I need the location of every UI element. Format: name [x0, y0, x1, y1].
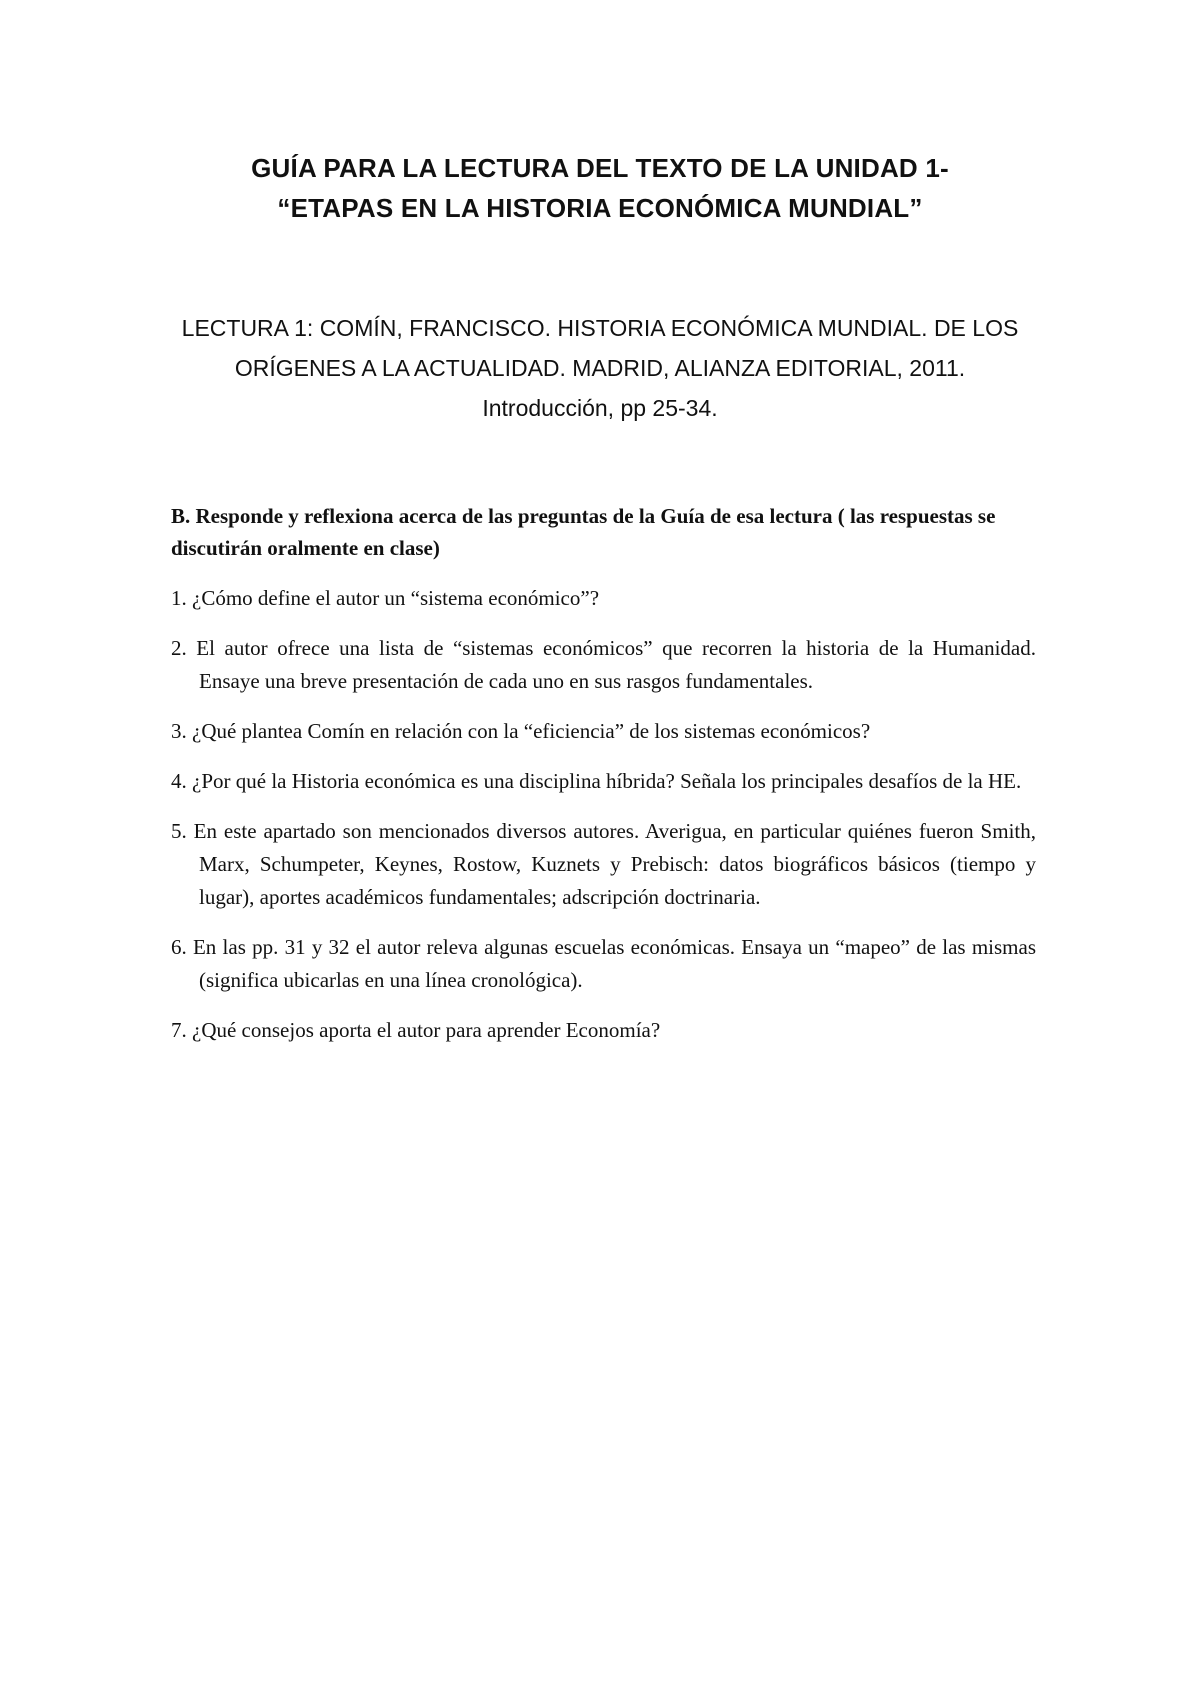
question-number: 3. — [171, 719, 187, 743]
question-item — [171, 765, 1036, 798]
question-text: ¿Por qué la Historia económica es una disciplina híbrida? Señala los principales desafíos de la HE. — [192, 769, 1022, 793]
question-text: El autor ofrece una lista de “sistemas económicos” que recorren la historia de la Humanidad. Ensaye una breve presentación de cada uno en sus rasgos fundamentales. — [196, 636, 1036, 693]
question-text: En las pp. 31 y 32 el autor releva algunas escuelas económicas. Ensaya un “mapeo” de las mismas (significa ubicarlas en una línea cronológica). — [192, 935, 1037, 992]
reading-reference — [150, 308, 1050, 428]
question-text: ¿Qué consejos aporta el autor para aprender Economía? — [192, 1018, 661, 1042]
question-number: 4. — [171, 769, 187, 793]
section-heading: B. Responde y reflexiona acerca de las preguntas de la Guía de esa lectura ( las respuestas se discutirán oralmente en clase) — [171, 504, 996, 560]
question-item — [171, 931, 1036, 997]
question-number: 7. — [171, 1018, 187, 1042]
questions-list — [171, 582, 1036, 1064]
question-number: 1. — [171, 586, 187, 610]
question-number: 5. — [171, 819, 187, 843]
reading-line-3: Introducción, pp 25-34. — [482, 395, 718, 421]
question-text: ¿Cómo define el autor un “sistema económico”? — [192, 586, 600, 610]
reading-line-1: LECTURA 1: COMÍN, FRANCISCO. HISTORIA ECONÓMICA MUNDIAL. DE LOS — [181, 315, 1019, 341]
question-item — [171, 715, 1036, 748]
question-item — [171, 815, 1036, 914]
question-item — [171, 1014, 1036, 1047]
question-number: 2. — [171, 636, 187, 660]
question-item — [171, 632, 1036, 698]
title-line-2: “ETAPAS EN LA HISTORIA ECONÓMICA MUNDIAL” — [277, 193, 923, 223]
document-title — [150, 148, 1050, 228]
reading-line-2: ORÍGENES A LA ACTUALIDAD. MADRID, ALIANZA EDITORIAL, 2011. — [234, 355, 966, 381]
question-text: En este apartado son mencionados diversos autores. Averigua, en particular quiénes fueron Smith, Marx, Schumpeter, Keynes, Rostow, Kuznets y Prebisch: datos biográficos básicos (tiempo y lugar), aportes académicos fundamentales; adscripción doctrinaria. — [193, 819, 1036, 909]
question-text: ¿Qué plantea Comín en relación con la “eficiencia” de los sistemas económicos? — [192, 719, 871, 743]
question-number: 6. — [171, 935, 187, 959]
title-line-1: GUÍA PARA LA LECTURA DEL TEXTO DE LA UNIDAD 1- — [251, 153, 949, 183]
question-item — [171, 582, 1036, 615]
